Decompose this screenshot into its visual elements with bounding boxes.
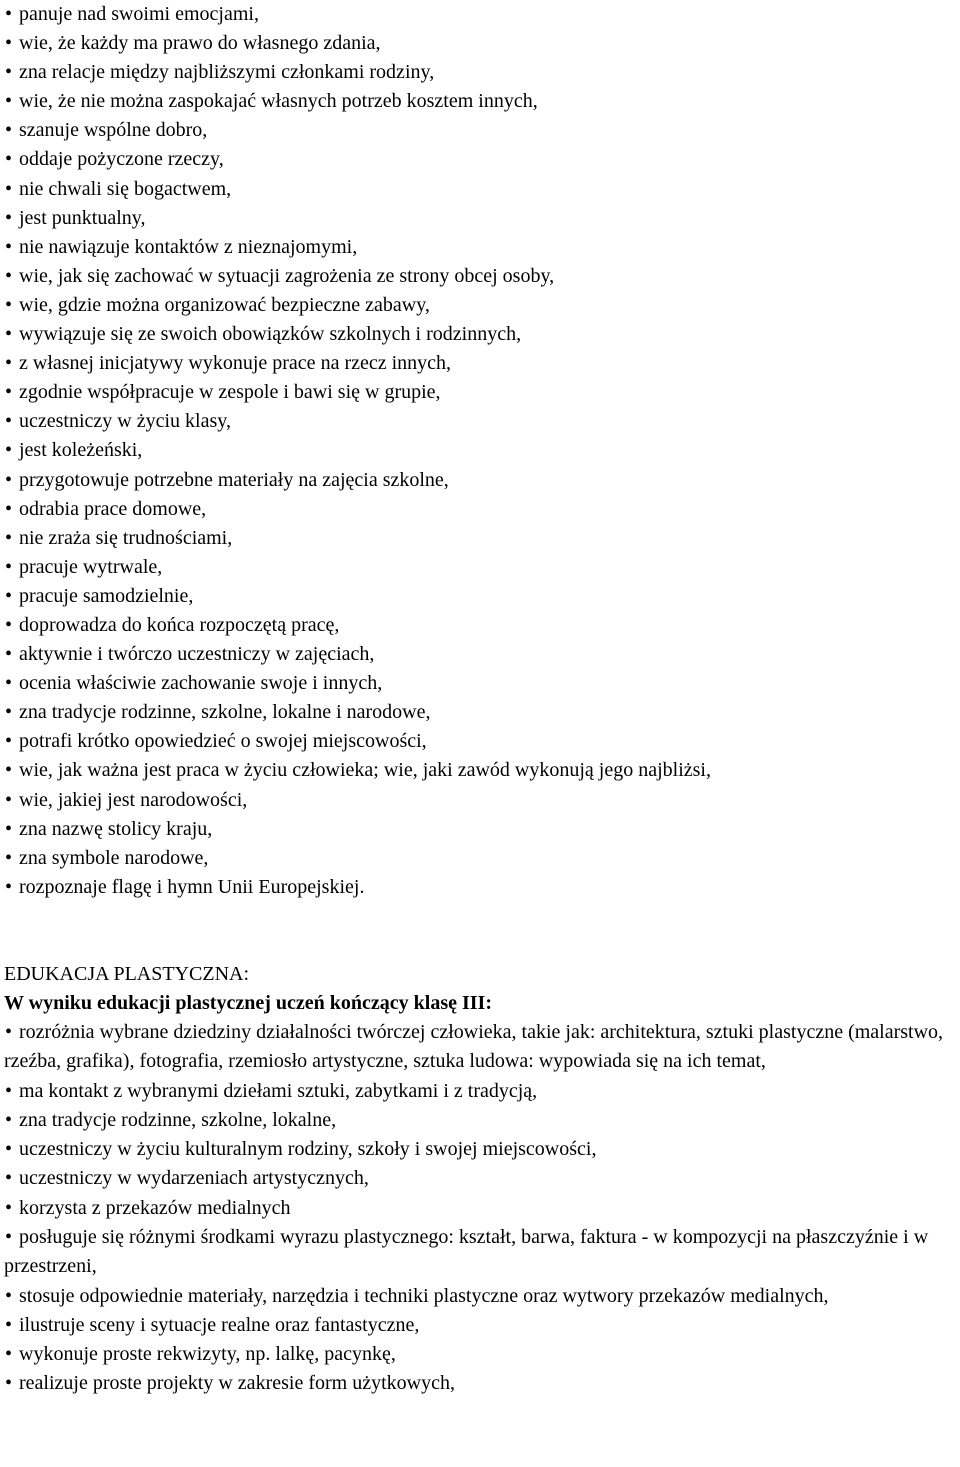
bullet: • — [5, 235, 13, 258]
list-item-text: zna tradycje rodzinne, szkolne, lokalne i narodowe, — [19, 701, 431, 724]
list-item — [4, 349, 956, 378]
list-item — [4, 436, 956, 465]
list-item-text: wie, że każdy ma prawo do własnego zdania, — [19, 32, 381, 55]
list-item-text: uczestniczy w życiu kulturalnym rodziny, szkoły i swojej miejscowości, — [19, 1138, 597, 1161]
list-item — [4, 582, 956, 611]
art-education-skills-list — [4, 1018, 956, 1399]
list-item — [4, 553, 956, 582]
list-item-text: posługuje się różnymi środkami wyrazu plastycznego: kształt, barwa, faktura - w kompozycji na płaszczyźnie i w przestrzeni, — [4, 1225, 929, 1278]
list-item — [4, 727, 956, 756]
bullet: • — [5, 788, 13, 811]
list-item — [4, 87, 956, 116]
list-item-text: wie, jakiej jest narodowości, — [19, 788, 248, 811]
list-item — [4, 262, 956, 291]
list-item-text: korzysta z przekazów medialnych — [19, 1196, 291, 1219]
list-item-text: zna tradycje rodzinne, szkolne, lokalne, — [19, 1108, 337, 1131]
bullet: • — [5, 439, 13, 462]
bullet: • — [5, 323, 13, 346]
list-item — [4, 1311, 956, 1340]
bullet: • — [5, 3, 13, 25]
list-item-text: pracuje wytrwale, — [19, 555, 163, 578]
list-item — [4, 1164, 956, 1193]
list-item-text: jest koleżeński, — [19, 439, 143, 462]
list-item-text: oddaje pożyczone rzeczy, — [19, 148, 224, 171]
list-item — [4, 466, 956, 495]
list-item — [4, 756, 956, 785]
list-item-text: pracuje samodzielnie, — [19, 584, 194, 607]
list-item — [4, 1018, 956, 1077]
list-item — [4, 175, 956, 204]
bullet: • — [5, 1372, 13, 1395]
bullet: • — [5, 177, 13, 200]
list-item — [4, 1223, 956, 1282]
list-item — [4, 320, 956, 349]
bullet: • — [5, 264, 13, 287]
list-item — [4, 378, 956, 407]
list-item — [4, 786, 956, 815]
list-item-text: zgodnie współpracuje w zespole i bawi się w grupie, — [19, 381, 441, 404]
list-item — [4, 698, 956, 727]
bullet: • — [5, 613, 13, 636]
list-item — [4, 1135, 956, 1164]
bullet: • — [5, 119, 13, 142]
list-item-text: wywiązuje się ze swoich obowiązków szkolnych i rodzinnych, — [19, 323, 522, 346]
list-item — [4, 58, 956, 87]
list-item-text: wie, gdzie można organizować bezpieczne zabawy, — [19, 293, 430, 316]
bullet: • — [5, 1079, 13, 1102]
list-item-text: uczestniczy w wydarzeniach artystycznych, — [19, 1167, 369, 1190]
list-item-text: ma kontakt z wybranymi dziełami sztuki, zabytkami i z tradycją, — [19, 1079, 538, 1102]
bullet: • — [5, 759, 13, 782]
bullet: • — [5, 352, 13, 375]
bullet: • — [5, 1313, 13, 1336]
bullet: • — [5, 1196, 13, 1219]
list-item-text: wykonuje proste rekwizyty, np. lalkę, pacynkę, — [19, 1343, 396, 1366]
bullet: • — [5, 555, 13, 578]
bullet: • — [5, 1225, 13, 1248]
list-item — [4, 29, 956, 58]
list-item — [4, 0, 956, 29]
bullet: • — [5, 1020, 13, 1043]
list-item-text: zna symbole narodowe, — [19, 846, 209, 869]
list-item-text: uczestniczy w życiu klasy, — [19, 410, 231, 433]
bullet: • — [5, 293, 13, 316]
list-item-text: zna relacje między najbliższymi członkami rodziny, — [19, 61, 435, 84]
list-item — [4, 1077, 956, 1106]
list-item-text: wie, że nie można zaspokajać własnych potrzeb kosztem innych, — [19, 90, 538, 113]
list-item — [4, 1282, 956, 1311]
bullet: • — [5, 1138, 13, 1161]
bullet: • — [5, 875, 13, 898]
section-spacer — [4, 902, 956, 960]
list-item — [4, 873, 956, 902]
list-item — [4, 145, 956, 174]
list-item — [4, 524, 956, 553]
bullet: • — [5, 468, 13, 491]
section-intro: W wyniku edukacji plastycznej uczeń kończący klasę III: — [4, 991, 492, 1014]
bullet: • — [5, 1284, 13, 1307]
list-item — [4, 233, 956, 262]
bullet: • — [5, 61, 13, 84]
list-item-text: wie, jak ważna jest praca w życiu człowieka; wie, jaki zawód wykonują jego najbliżsi, — [19, 759, 711, 782]
list-item — [4, 669, 956, 698]
list-item-text: nie chwali się bogactwem, — [19, 177, 232, 200]
list-item — [4, 1340, 956, 1369]
list-item — [4, 1369, 956, 1398]
bullet: • — [5, 32, 13, 55]
list-item — [4, 204, 956, 233]
list-item-text: potrafi krótko opowiedzieć o swojej miejscowości, — [19, 730, 427, 753]
list-item-text: szanuje wspólne dobro, — [19, 119, 208, 142]
list-item — [4, 815, 956, 844]
bullet: • — [5, 497, 13, 520]
bullet: • — [5, 730, 13, 753]
behavior-skills-list — [4, 0, 956, 902]
list-item-text: rozpoznaje flagę i hymn Unii Europejskiej. — [19, 875, 365, 898]
bullet: • — [5, 846, 13, 869]
list-item-text: jest punktualny, — [19, 206, 146, 229]
list-item — [4, 291, 956, 320]
list-item-text: zna nazwę stolicy kraju, — [19, 817, 213, 840]
list-item-text: nie zraża się trudnościami, — [19, 526, 233, 549]
bullet: • — [5, 701, 13, 724]
bullet: • — [5, 1167, 13, 1190]
section-heading: EDUKACJA PLASTYCZNA: — [4, 962, 250, 985]
list-item — [4, 640, 956, 669]
bullet: • — [5, 1108, 13, 1131]
list-item — [4, 1194, 956, 1223]
list-item-text: wie, jak się zachować w sytuacji zagrożenia ze strony obcej osoby, — [19, 264, 555, 287]
bullet: • — [5, 817, 13, 840]
list-item-text: rozróżnia wybrane dziedziny działalności twórczej człowieka, takie jak: architektura, sztuki plastyczne (malarstwo, rzeźba, grafika), fotografia, rzemiosło artystyczne, sztuka ludowa: wypowiada się na ich temat, — [4, 1020, 944, 1073]
list-item-text: aktywnie i twórczo uczestniczy w zajęciach, — [19, 643, 375, 666]
list-item-text: odrabia prace domowe, — [19, 497, 207, 520]
bullet: • — [5, 148, 13, 171]
list-item-text: ilustruje sceny i sytuacje realne oraz fantastyczne, — [19, 1313, 420, 1336]
list-item — [4, 116, 956, 145]
list-item-text: panuje nad swoimi emocjami, — [19, 3, 259, 25]
list-item-text: nie nawiązuje kontaktów z nieznajomymi, — [19, 235, 358, 258]
bullet: • — [5, 410, 13, 433]
bullet: • — [5, 643, 13, 666]
list-item — [4, 1106, 956, 1135]
list-item — [4, 407, 956, 436]
list-item — [4, 495, 956, 524]
list-item-text: przygotowuje potrzebne materiały na zajęcia szkolne, — [19, 468, 449, 491]
list-item — [4, 844, 956, 873]
bullet: • — [5, 584, 13, 607]
list-item-text: ocenia właściwie zachowanie swoje i innych, — [19, 672, 383, 695]
bullet: • — [5, 1343, 13, 1366]
list-item-text: doprowadza do końca rozpoczętą pracę, — [19, 613, 340, 636]
bullet: • — [5, 526, 13, 549]
list-item-text: realizuje proste projekty w zakresie form użytkowych, — [19, 1372, 455, 1395]
list-item-text: stosuje odpowiednie materiały, narzędzia i techniki plastyczne oraz wytwory przekazów medialnych, — [19, 1284, 829, 1307]
bullet: • — [5, 381, 13, 404]
list-item-text: z własnej inicjatywy wykonuje prace na rzecz innych, — [19, 352, 452, 375]
bullet: • — [5, 206, 13, 229]
bullet: • — [5, 672, 13, 695]
bullet: • — [5, 90, 13, 113]
list-item — [4, 611, 956, 640]
